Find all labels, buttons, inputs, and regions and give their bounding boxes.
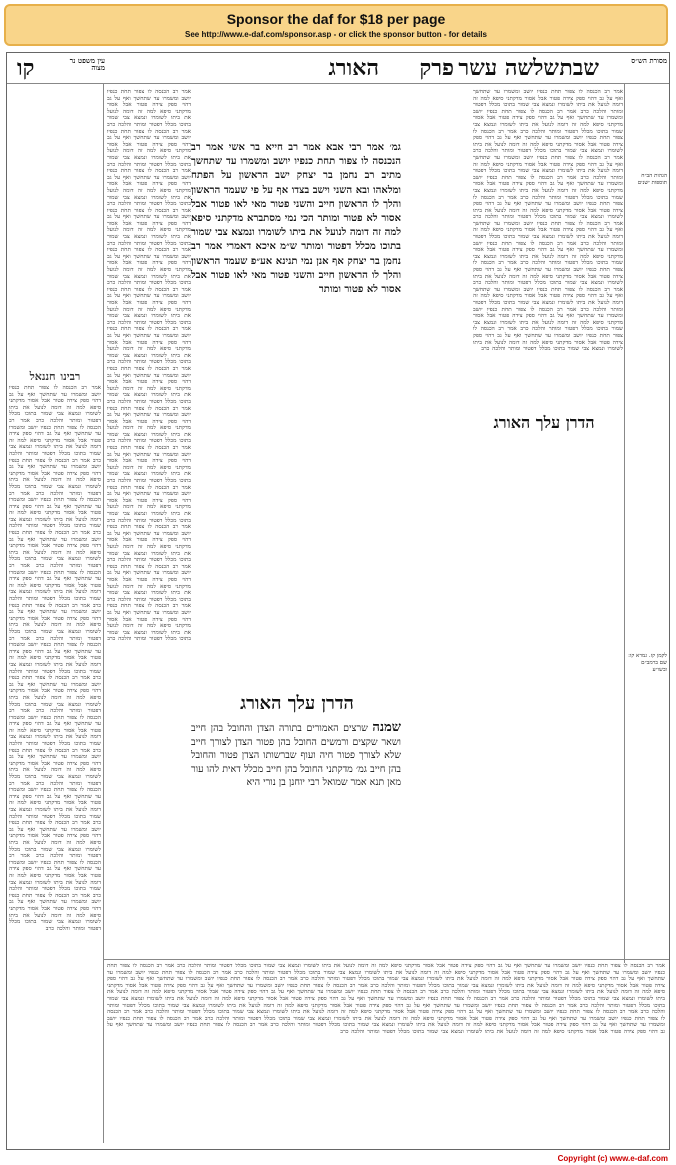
rc-text-9: אמר רב הכנסה לו צפור תחת כנפיו יושב ומשמרו עד שתחשך ואף על גב דהוי ספק צידה פטור אבל אסור מדקתני סיפא למה זה דומה לנועל את ביתו לשומרו ונמצא צבי שמור בתוכו מכלל דפטור ומותר והלכה כרב: [9, 675, 101, 715]
chapter-name: האורג: [328, 55, 379, 81]
ein-mishpat-label: עין משפט נר מצוה: [69, 56, 105, 72]
rashi-text-6: אמר רב הכנסה לו צפור תחת כנפיו יושב ומשמרו עד שתחשך ואף על גב דהוי ספק צידה פטור אבל אסור מדקתני סיפא למה זה דומה לנועל את ביתו לשומרו ונמצא צבי שמור בתוכו מכלל דפטור ומותר והלכה כרב: [473, 194, 623, 221]
tosafot-text-1: אמר רב הכנסה לו צפור תחת כנפיו יושב ומשמרו עד שתחשך ואף על גב דהוי ספק צידה פטור אבל אסור מדקתני סיפא למה זה דומה לנועל את ביתו לשומרו ונמצא צבי שמור בתוכו מכלל דפטור ומותר והלכה כרב: [107, 89, 191, 128]
bottom-commentary: [107, 963, 665, 1143]
rabbeinu-chananel-column: [9, 89, 101, 1129]
tosafot-text-14: אמר רב הכנסה לו צפור תחת כנפיו יושב ומשמרו עד שתחשך ואף על גב דהוי ספק צידה פטור אבל אסור מדקתני סיפא למה זה דומה לנועל את ביתו לשומרו ונמצא צבי שמור בתוכו מכלל דפטור ומותר והלכה כרב: [107, 603, 191, 643]
bottom-text-5: אמר רב הכנסה לו צפור תחת כנפיו יושב ומשמרו עד שתחשך ואף על גב דהוי ספק צידה פטור אבל אסור מדקתני סיפא למה זה דומה לנועל את ביתו לשומרו ונמצא צבי שמור בתוכו מכלל דפטור ומותר והלכה כרב: [107, 982, 665, 996]
rashi-text-5: אמר רב הכנסה לו צפור תחת כנפיו יושב ומשמרו עד שתחשך ואף על גב דהוי ספק צידה פטור אבל אסור מדקתני סיפא למה זה דומה לנועל את ביתו לשומרו ונמצא צבי שמור בתוכו מכלל דפטור ומותר והלכה כרב: [473, 174, 623, 201]
banner-subtitle[interactable]: See http://www.e-daf.com/sponsor.asp - or click the sponsor button - for details: [185, 30, 487, 39]
rc-text-11: אמר רב הכנסה לו צפור תחת כנפיו יושב ומשמרו עד שתחשך ואף על גב דהוי ספק צידה פטור אבל אסור מדקתני סיפא למה זה דומה לנועל את ביתו לשומרו ונמצא צבי שמור בתוכו מכלל דפטור ומותר והלכה כרב: [9, 747, 101, 787]
tosafot-text-3: אמר רב הכנסה לו צפור תחת כנפיו יושב ומשמרו עד שתחשך ואף על גב דהוי ספק צידה פטור אבל אסור מדקתני סיפא למה זה דומה לנועל את ביתו לשומרו ונמצא צבי שמור בתוכו מכלל דפטור ומותר והלכה כרב: [107, 168, 191, 208]
bottom-text-12: אמר רב הכנסה לו צפור תחת כנפיו יושב ומשמרו עד שתחשך ואף על גב דהוי ספק צידה פטור אבל אסור מדקתני סיפא למה זה דומה לנועל את ביתו לשומרו ונמצא צבי שמור בתוכו מכלל דפטור ומותר והלכה כרב: [107, 1022, 665, 1035]
sponsor-banner[interactable]: [4, 4, 668, 46]
rashi-text-11: אמר רב הכנסה לו צפור תחת כנפיו יושב ומשמרו עד שתחשך ואף על גב דהוי ספק צידה פטור אבל אסור מדקתני סיפא למה זה דומה לנועל את ביתו לשומרו ונמצא צבי שמור בתוכו מכלל דפטור ומותר והלכה כרב: [473, 306, 623, 333]
copyright-notice[interactable]: Copyright (c) www.e-daf.com: [557, 1154, 668, 1163]
daf-number: קו: [17, 55, 35, 81]
header-divider: [7, 83, 669, 84]
rashi-text-4: אמר רב הכנסה לו צפור תחת כנפיו יושב ומשמרו עד שתחשך ואף על גב דהוי ספק צידה פטור אבל אסור מדקתני סיפא למה זה דומה לנועל את ביתו לשומרו ונמצא צבי שמור בתוכו מכלל דפטור ומותר והלכה כרב: [473, 154, 623, 181]
margin-note-right: הגהות הב״ח תוספות ישנים: [637, 173, 667, 186]
tosafot-text-7: אמר רב הכנסה לו צפור תחת כנפיו יושב ומשמרו עד שתחשך ואף על גב דהוי ספק צידה פטור אבל אסור מדקתני סיפא למה זה דומה לנועל את ביתו לשומרו ונמצא צבי שמור בתוכו מכלל דפטור ומותר והלכה כרב: [107, 326, 191, 366]
rc-text-14: אמר רב הכנסה לו צפור תחת כנפיו יושב ומשמרו עד שתחשך ואף על גב דהוי ספק צידה פטור אבל אסור מדקתני סיפא למה זה דומה לנועל את ביתו לשומרו ונמצא צבי שמור בתוכו מכלל דפטור ומותר והלכה כרב: [9, 853, 101, 899]
tosafot-text-8: אמר רב הכנסה לו צפור תחת כנפיו יושב ומשמרו עד שתחשך ואף על גב דהוי ספק צידה פטור אבל אסור מדקתני סיפא למה זה דומה לנועל את ביתו לשומרו ונמצא צבי שמור בתוכו מכלל דפטור ומותר והלכה כרב: [107, 365, 191, 405]
rashi-text-10: אמר רב הכנסה לו צפור תחת כנפיו יושב ומשמרו עד שתחשך ואף על גב דהוי ספק צידה פטור אבל אסור מדקתני סיפא למה זה דומה לנועל את ביתו לשומרו ונמצא צבי שמור בתוכו מכלל דפטור ומותר והלכה כרב: [473, 286, 623, 313]
tosafot-text-13: אמר רב הכנסה לו צפור תחת כנפיו יושב ומשמרו עד שתחשך ואף על גב דהוי ספק צידה פטור אבל אסור מדקתני סיפא למה זה דומה לנועל את ביתו לשומרו ונמצא צבי שמור בתוכו מכלל דפטור ומותר והלכה כרב: [107, 563, 191, 603]
rc-text-12: אמר רב הכנסה לו צפור תחת כנפיו יושב ומשמרו עד שתחשך ואף על גב דהוי ספק צידה פטור אבל אסור מדקתני סיפא למה זה דומה לנועל את ביתו לשומרו ונמצא צבי שמור בתוכו מכלל דפטור ומותר והלכה כרב: [9, 780, 101, 827]
tosafot-text-11: אמר רב הכנסה לו צפור תחת כנפיו יושב ומשמרו עד שתחשך ואף על גב דהוי ספק צידה פטור אבל אסור מדקתני סיפא למה זה דומה לנועל את ביתו לשומרו ונמצא צבי שמור בתוכו מכלל דפטור ומותר והלכה כרב: [107, 484, 191, 524]
perek-number: שלשה עשר: [458, 55, 559, 81]
tosafot-text-10: אמר רב הכנסה לו צפור תחת כנפיו יושב ומשמרו עד שתחשך ואף על גב דהוי ספק צידה פטור אבל אסור מדקתני סיפא למה זה דומה לנועל את ביתו לשומרו ונמצא צבי שמור בתוכו מכלל דפטור ומותר והלכה כרב: [107, 445, 191, 485]
rc-text-10: אמר רב הכנסה לו צפור תחת כנפיו יושב ומשמרו עד שתחשך ואף על גב דהוי ספק צידה פטור אבל אסור מדקתני סיפא למה זה דומה לנועל את ביתו לשומרו ונמצא צבי שמור בתוכו מכלל דפטור ומותר והלכה כרב: [9, 708, 101, 754]
bottom-text-10: אמר רב הכנסה לו צפור תחת כנפיו יושב ומשמרו עד שתחשך ואף על גב דהוי ספק צידה פטור אבל אסור מדקתני סיפא למה זה דומה לנועל את ביתו לשומרו ונמצא צבי שמור בתוכו מכלל דפטור ומותר והלכה כרב: [107, 1009, 665, 1022]
rc-text-3: אמר רב הכנסה לו צפור תחת כנפיו יושב ומשמרו עד שתחשך ואף על גב דהוי ספק צידה פטור אבל אסור מדקתני סיפא למה זה דומה לנועל את ביתו לשומרו ונמצא צבי שמור בתוכו מכלל דפטור ומותר והלכה כרב: [9, 457, 101, 497]
rashi-text-12: אמר רב הכנסה לו צפור תחת כנפיו יושב ומשמרו עד שתחשך ואף על גב דהוי ספק צידה פטור אבל אסור מדקתני סיפא למה זה דומה לנועל את ביתו לשומרו ונמצא צבי שמור בתוכו מכלל דפטור ומותר והלכה כרב: [473, 326, 623, 353]
rc-text-15: אמר רב הכנסה לו צפור תחת כנפיו יושב ומשמרו עד שתחשך ואף על גב דהוי ספק צידה פטור אבל אסור מדקתני סיפא למה זה דומה לנועל את ביתו לשומרו ונמצא צבי שמור בתוכו מכלל דפטור ומותר והלכה כרב: [9, 892, 101, 932]
page-header: [7, 55, 669, 81]
rc-text-6: אמר רב הכנסה לו צפור תחת כנפיו יושב ומשמרו עד שתחשך ואף על גב דהוי ספק צידה פטור אבל אסור מדקתני סיפא למה זה דומה לנועל את ביתו לשומרו ונמצא צבי שמור בתוכו מכלל דפטור ומותר והלכה כרב: [9, 563, 101, 609]
bottom-text-6: אמר רב הכנסה לו צפור תחת כנפיו יושב ומשמרו עד שתחשך ואף על גב דהוי ספק צידה פטור אבל אסור מדקתני סיפא למה זה דומה לנועל את ביתו לשומרו ונמצא צבי שמור בתוכו מכלל דפטור ומותר והלכה כרב: [107, 989, 665, 1002]
mishnah-text: שרצים האמורים בתורה הצדן והחובל בהן חייב ושאר שקצים ורמשים החובל בהן פטור הצדן לצורך חייב שלא לצורך פטור חיה ועוף שברשותו הצדן פטור והחובל בהן חייב גמ׳ מדקתני החובל בהן חייב מכלל דאית להו עור מאן תנא אמר שמואל רבי יוחנן בן נורי היא: [191, 723, 401, 788]
tosafot-column: [107, 89, 191, 949]
rashi-text-2: אמר רב הכנסה לו צפור תחת כנפיו יושב ומשמרו עד שתחשך ואף על גב דהוי ספק צידה פטור אבל אסור מדקתני סיפא למה זה דומה לנועל את ביתו לשומרו ונמצא צבי שמור בתוכו מכלל דפטור ומותר והלכה כרב: [473, 108, 623, 135]
rashi-text-9: אמר רב הכנסה לו צפור תחת כנפיו יושב ומשמרו עד שתחשך ואף על גב דהוי ספק צידה פטור אבל אסור מדקתני סיפא למה זה דומה לנועל את ביתו לשומרו ונמצא צבי שמור בתוכו מכלל דפטור ומותר והלכה כרב: [473, 260, 623, 287]
rc-text-2: אמר רב הכנסה לו צפור תחת כנפיו יושב ומשמרו עד שתחשך ואף על גב דהוי ספק צידה פטור אבל אסור מדקתני סיפא למה זה דומה לנועל את ביתו לשומרו ונמצא צבי שמור בתוכו מכלל דפטור ומותר והלכה כרב: [9, 417, 101, 464]
tosafot-text-6: אמר רב הכנסה לו צפור תחת כנפיו יושב ומשמרו עד שתחשך ואף על גב דהוי ספק צידה פטור אבל אסור מדקתני סיפא למה זה דומה לנועל את ביתו לשומרו ונמצא צבי שמור בתוכו מכלל דפטור ומותר והלכה כרב: [107, 286, 191, 326]
rc-text-1: אמר רב הכנסה לו צפור תחת כנפיו יושב ומשמרו עד שתחשך ואף על גב דהוי ספק צידה פטור אבל אסור מדקתני סיפא למה זה דומה לנועל את ביתו לשומרו ונמצא צבי שמור בתוכו מכלל דפטור ומותר והלכה כרב: [9, 385, 101, 424]
talmud-page: [6, 52, 670, 1150]
column-divider-left: [103, 83, 104, 1143]
tractate-name: שבת: [559, 55, 599, 81]
rashi-column: [473, 89, 623, 809]
tosafot-text-12: אמר רב הכנסה לו צפור תחת כנפיו יושב ומשמרו עד שתחשך ואף על גב דהוי ספק צידה פטור אבל אסור מדקתני סיפא למה זה דומה לנועל את ביתו לשומרו ונמצא צבי שמור בתוכו מכלל דפטור ומותר והלכה כרב: [107, 524, 191, 564]
margin-note-right-2: לקמן קז. גמרא קו: שם ברמב״ם ובשו״ע: [628, 653, 667, 673]
bottom-text-9: אמר רב הכנסה לו צפור תחת כנפיו יושב ומשמרו עד שתחשך ואף על גב דהוי ספק צידה פטור אבל אסור מדקתני סיפא למה זה דומה לנועל את ביתו לשומרו ונמצא צבי שמור בתוכו מכלל דפטור ומותר והלכה כרב: [144, 1009, 638, 1016]
gemara-text: גמ׳ אמר רבי אבא אמר רב חייא בר אשי אמר רב הנכנסה לו צפור תחת כנפיו יושב ומשמרו עד שתחשך מתיב רב נחמן בר יצחק ישב הראשון על הפתח ומלאהו ובא השני וישב בצדו אף על פי שעמד הראשון והלך לו הראשון חייב והשני פטור מאי לאו פטור אבל אסור לא פטור ומותר הכי נמי מסתברא מדקתני סיפא למה זה דומה לנועל את ביתו לשומרו ונמצא צבי שמור בתוכו מכלל דפטור ומותר ש״מ איכא דאמרי אמר רב נחמן בר יצחק אף אנן נמי תנינא אע״פ שעמד הראשון והלך לו הראשון חייב והשני פטור מאי לאו פטור אבל אסור לא פטור ומותר: [191, 142, 401, 296]
bottom-text-4: אמר רב הכנסה לו צפור תחת כנפיו יושב ומשמרו עד שתחשך ואף על גב דהוי ספק צידה פטור אבל אסור מדקתני סיפא למה זה דומה לנועל את ביתו לשומרו ונמצא צבי שמור בתוכו מכלל דפטור ומותר והלכה כרב: [107, 976, 665, 989]
rashi-text-1: אמר רב הכנסה לו צפור תחת כנפיו יושב ומשמרו עד שתחשך ואף על גב דהוי ספק צידה פטור אבל אסור מדקתני סיפא למה זה דומה לנועל את ביתו לשומרו ונמצא צבי שמור בתוכו מכלל דפטור ומותר והלכה כרב: [473, 89, 623, 115]
tosafot-text-2: אמר רב הכנסה לו צפור תחת כנפיו יושב ומשמרו עד שתחשך ואף על גב דהוי ספק צידה פטור אבל אסור מדקתני סיפא למה זה דומה לנועל את ביתו לשומרו ונמצא צבי שמור בתוכו מכלל דפטור ומותר והלכה כרב: [107, 128, 191, 168]
rashi-text-8: אמר רב הכנסה לו צפור תחת כנפיו יושב ומשמרו עד שתחשך ואף על גב דהוי ספק צידה פטור אבל אסור מדקתני סיפא למה זה דומה לנועל את ביתו לשומרו ונמצא צבי שמור בתוכו מכלל דפטור ומותר והלכה כרב: [473, 240, 623, 267]
rc-text-7: אמר רב הכנסה לו צפור תחת כנפיו יושב ומשמרו עד שתחשך ואף על גב דהוי ספק צידה פטור אבל אסור מדקתני סיפא למה זה דומה לנועל את ביתו לשומרו ונמצא צבי שמור בתוכו מכלל דפטור ומותר והלכה כרב: [9, 602, 101, 642]
hadran-right: הדרן עלך האורג: [489, 413, 599, 433]
bottom-text-2: אמר רב הכנסה לו צפור תחת כנפיו יושב ומשמרו עד שתחשך ואף על גב דהוי ספק צידה פטור אבל אסור מדקתני סיפא למה זה דומה לנועל את ביתו לשומרו ונמצא צבי שמור בתוכו מכלל דפטור ומותר והלכה כרב: [107, 963, 665, 976]
rashi-text-7: אמר רב הכנסה לו צפור תחת כנפיו יושב ומשמרו עד שתחשך ואף על גב דהוי ספק צידה פטור אבל אסור מדקתני סיפא למה זה דומה לנועל את ביתו לשומרו ונמצא צבי שמור בתוכו מכלל דפטור ומותר והלכה כרב: [473, 220, 623, 247]
rashi-text-3: אמר רב הכנסה לו צפור תחת כנפיו יושב ומשמרו עד שתחשך ואף על גב דהוי ספק צידה פטור אבל אסור מדקתני סיפא למה זה דומה לנועל את ביתו לשומרו ונמצא צבי שמור בתוכו מכלל דפטור ומותר והלכה כרב: [473, 128, 623, 155]
bottom-band-divider: [103, 959, 669, 960]
tosafot-text-4: אמר רב הכנסה לו צפור תחת כנפיו יושב ומשמרו עד שתחשך ואף על גב דהוי ספק צידה פטור אבל אסור מדקתני סיפא למה זה דומה לנועל את ביתו לשומרו ונמצא צבי שמור בתוכו מכלל דפטור ומותר והלכה כרב: [107, 207, 191, 247]
mishnah-section: [191, 721, 401, 951]
rc-text-8: אמר רב הכנסה לו צפור תחת כנפיו יושב ומשמרו עד שתחשך ואף על גב דהוי ספק צידה פטור אבל אסור מדקתני סיפא למה זה דומה לנועל את ביתו לשומרו ונמצא צבי שמור בתוכו מכלל דפטור ומותר והלכה כרב: [9, 635, 101, 682]
perek-label: פרק: [419, 55, 454, 81]
tosafot-text-5: אמר רב הכנסה לו צפור תחת כנפיו יושב ומשמרו עד שתחשך ואף על גב דהוי ספק צידה פטור אבל אסור מדקתני סיפא למה זה דומה לנועל את ביתו לשומרו ונמצא צבי שמור בתוכו מכלל דפטור ומותר והלכה כרב: [107, 247, 191, 287]
bottom-text-7: אמר רב הכנסה לו צפור תחת כנפיו יושב ומשמרו עד שתחשך ואף על גב דהוי ספק צידה פטור אבל אסור מדקתני סיפא למה זה דומה לנועל את ביתו לשומרו ונמצא צבי שמור בתוכו מכלל דפטור ומותר והלכה כרב: [107, 995, 665, 1009]
column-divider-right: [624, 83, 625, 963]
bottom-text-11: אמר רב הכנסה לו צפור תחת כנפיו יושב ומשמרו עד שתחשך ואף על גב דהוי ספק צידה פטור אבל אסור מדקתני סיפא למה זה דומה לנועל את ביתו לשומרו ונמצא צבי שמור בתוכו מכלל דפטור ומותר והלכה כרב: [107, 1015, 665, 1029]
hadran-center: הדרן עלך האורג: [240, 693, 354, 714]
rc-text-5: אמר רב הכנסה לו צפור תחת כנפיו יושב ומשמרו עד שתחשך ואף על גב דהוי ספק צידה פטור אבל אסור מדקתני סיפא למה זה דומה לנועל את ביתו לשומרו ונמצא צבי שמור בתוכו מכלל דפטור ומותר והלכה כרב: [9, 530, 101, 570]
banner-title: Sponsor the daf for $18 per page: [226, 11, 446, 27]
masoret-label: מסורת הש״ס: [631, 56, 667, 65]
tosafot-text-9: אמר רב הכנסה לו צפור תחת כנפיו יושב ומשמרו עד שתחשך ואף על גב דהוי ספק צידה פטור אבל אסור מדקתני סיפא למה זה דומה לנועל את ביתו לשומרו ונמצא צבי שמור בתוכו מכלל דפטור ומותר והלכה כרב: [107, 405, 191, 445]
bottom-text-1: אמר רב הכנסה לו צפור תחת כנפיו יושב ומשמרו עד שתחשך ואף על גב דהוי ספק צידה פטור אבל אסור מדקתני סיפא למה זה דומה לנועל את ביתו לשומרו ונמצא צבי שמור בתוכו מכלל דפטור ומותר והלכה כרב: [177, 963, 665, 969]
mishnah-opening-word: שמנה: [372, 721, 401, 735]
bottom-text-8: אמר רב הכנסה לו צפור תחת כנפיו יושב ומשמרו עד שתחשך ואף על גב דהוי ספק צידה פטור אבל אסור מדקתני סיפא למה זה דומה לנועל את ביתו לשומרו ונמצא צבי שמור בתוכו מכלל דפטור ומותר והלכה כרב: [107, 1002, 665, 1016]
rc-text-13: אמר רב הכנסה לו צפור תחת כנפיו יושב ומשמרו עד שתחשך ואף על גב דהוי ספק צידה פטור אבל אסור מדקתני סיפא למה זה דומה לנועל את ביתו לשומרו ונמצא צבי שמור בתוכו מכלל דפטור ומותר והלכה כרב: [9, 820, 101, 860]
rabbeinu-chananel-title: רבינו חננאל: [29, 370, 81, 383]
rc-text-4: אמר רב הכנסה לו צפור תחת כנפיו יושב ומשמרו עד שתחשך ואף על גב דהוי ספק צידה פטור אבל אסור מדקתני סיפא למה זה דומה לנועל את ביתו לשומרו ונמצא צבי שמור בתוכו מכלל דפטור ומותר והלכה כרב: [9, 490, 101, 537]
bottom-text-3: אמר רב הכנסה לו צפור תחת כנפיו יושב ומשמרו עד שתחשך ואף על גב דהוי ספק צידה פטור אבל אסור מדקתני סיפא למה זה דומה לנועל את ביתו לשומרו ונמצא צבי שמור בתוכו מכלל דפטור ומותר והלכה כרב: [107, 969, 665, 983]
